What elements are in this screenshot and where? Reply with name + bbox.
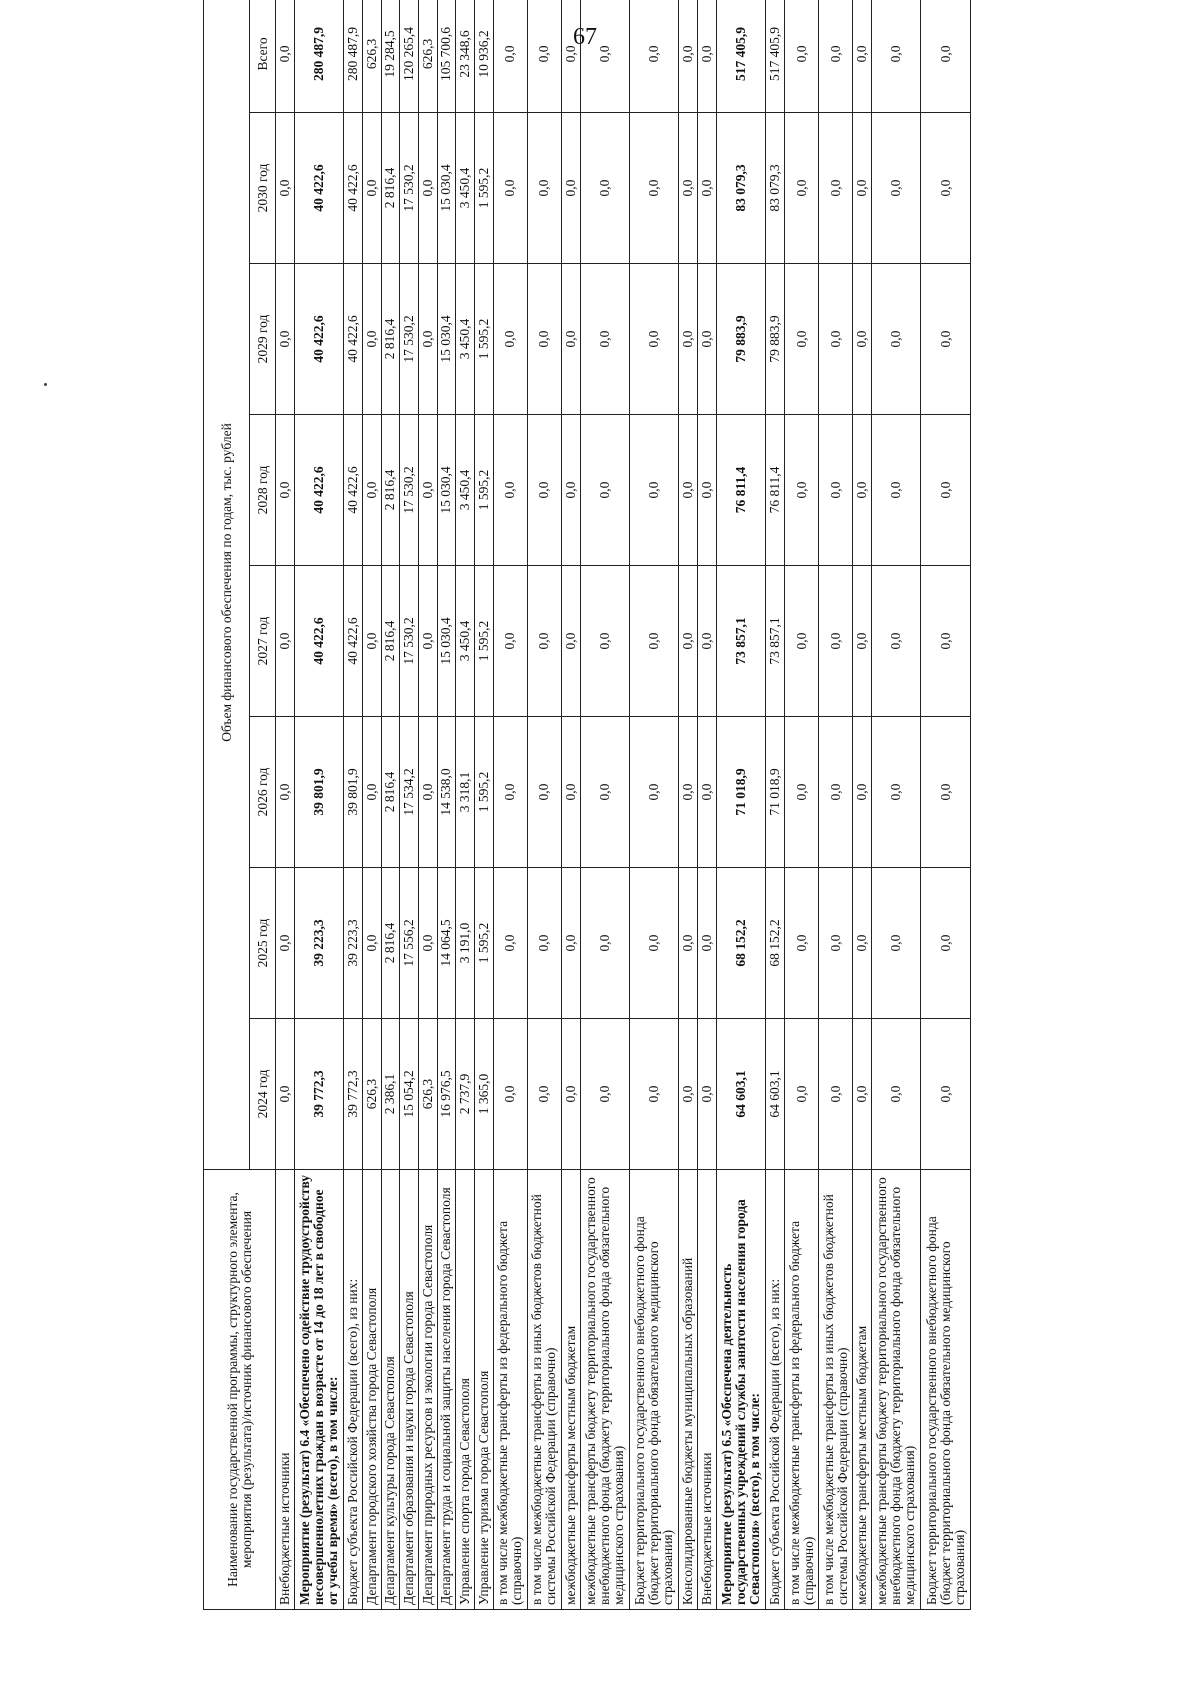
year-header: 2028 год xyxy=(250,415,276,566)
year-value-cell: 0,0 xyxy=(276,415,295,566)
total-cell: 517 405,9 xyxy=(766,0,785,113)
row-label: Бюджет субъекта Российской Федерации (всего), из них: xyxy=(344,1170,363,1610)
year-value-cell: 76 811,4 xyxy=(766,415,785,566)
year-value-cell: 0,0 xyxy=(679,566,698,717)
year-value-cell: 40 422,6 xyxy=(294,264,343,415)
year-value-cell: 3 450,4 xyxy=(456,415,475,566)
year-value-cell: 0,0 xyxy=(276,1019,295,1170)
year-value-cell: 40 422,6 xyxy=(294,566,343,717)
year-value-cell: 0,0 xyxy=(418,868,437,1019)
year-value-cell: 83 079,3 xyxy=(766,113,785,264)
year-value-cell: 2 816,4 xyxy=(381,113,400,264)
year-value-cell: 0,0 xyxy=(630,566,679,717)
year-value-cell: 0,0 xyxy=(871,566,920,717)
year-header: 2026 год xyxy=(250,717,276,868)
table-row xyxy=(294,0,343,1610)
year-value-cell: 0,0 xyxy=(871,415,920,566)
total-cell: 517 405,9 xyxy=(716,0,765,113)
year-header: 2025 год xyxy=(250,868,276,1019)
year-value-cell: 0,0 xyxy=(493,113,527,264)
row-label: Бюджет субъекта Российской Федерации (всего), из них: xyxy=(766,1170,785,1610)
year-value-cell: 0,0 xyxy=(493,264,527,415)
year-value-cell: 0,0 xyxy=(785,415,819,566)
year-value-cell: 15 030,4 xyxy=(437,113,456,264)
year-value-cell: 64 603,1 xyxy=(766,1019,785,1170)
year-value-cell: 0,0 xyxy=(871,1019,920,1170)
year-value-cell: 0,0 xyxy=(921,1019,971,1170)
table-row xyxy=(630,0,679,1610)
year-value-cell: 0,0 xyxy=(493,868,527,1019)
year-value-cell: 39 772,3 xyxy=(294,1019,343,1170)
year-value-cell: 15 030,4 xyxy=(437,264,456,415)
year-value-cell: 1 595,2 xyxy=(474,415,493,566)
table-row xyxy=(561,0,580,1610)
table-row xyxy=(921,0,971,1610)
page-number: 67 xyxy=(573,24,597,50)
year-value-cell: 0,0 xyxy=(679,868,698,1019)
year-value-cell: 0,0 xyxy=(819,868,853,1019)
year-value-cell: 79 883,9 xyxy=(766,264,785,415)
year-value-cell: 1 595,2 xyxy=(474,264,493,415)
year-value-cell: 0,0 xyxy=(819,113,853,264)
year-value-cell: 39 223,3 xyxy=(344,868,363,1019)
table-row xyxy=(437,0,456,1610)
year-value-cell: 40 422,6 xyxy=(344,264,363,415)
year-value-cell: 0,0 xyxy=(362,717,381,868)
year-value-cell: 0,0 xyxy=(418,566,437,717)
year-value-cell: 15 054,2 xyxy=(400,1019,419,1170)
total-cell: 0,0 xyxy=(561,0,580,113)
year-value-cell: 40 422,6 xyxy=(294,113,343,264)
row-label: Департамент природных ресурсов и экологии города Севастополя xyxy=(418,1170,437,1610)
year-header: 2027 год xyxy=(250,566,276,717)
total-cell: 280 487,9 xyxy=(294,0,343,113)
total-cell: 626,3 xyxy=(362,0,381,113)
year-value-cell: 0,0 xyxy=(493,415,527,566)
year-value-cell: 0,0 xyxy=(493,1019,527,1170)
year-value-cell: 16 976,5 xyxy=(437,1019,456,1170)
table-row xyxy=(785,0,819,1610)
year-value-cell: 0,0 xyxy=(921,717,971,868)
year-value-cell: 0,0 xyxy=(580,868,629,1019)
year-value-cell: 0,0 xyxy=(819,1019,853,1170)
year-value-cell: 0,0 xyxy=(362,415,381,566)
year-value-cell: 0,0 xyxy=(276,868,295,1019)
year-value-cell: 0,0 xyxy=(819,566,853,717)
year-value-cell: 39 801,9 xyxy=(344,717,363,868)
year-value-cell: 64 603,1 xyxy=(716,1019,765,1170)
table-row xyxy=(381,0,400,1610)
row-label: Департамент культуры города Севастополя xyxy=(381,1170,400,1610)
year-value-cell: 0,0 xyxy=(276,717,295,868)
year-value-cell: 0,0 xyxy=(630,264,679,415)
row-label: Внебюджетные источники xyxy=(276,1170,295,1610)
year-value-cell: 0,0 xyxy=(580,415,629,566)
year-value-cell: 626,3 xyxy=(418,1019,437,1170)
year-value-cell: 0,0 xyxy=(493,566,527,717)
row-label: Департамент образования и науки города Севастополя xyxy=(400,1170,419,1610)
row-label: Бюджет территориального государственного внебюджетного фонда (бюджет территориального фонда обязательного медицинского страхования) xyxy=(921,1170,971,1610)
table-row xyxy=(580,0,629,1610)
year-value-cell: 3 450,4 xyxy=(456,113,475,264)
year-value-cell: 17 530,2 xyxy=(400,566,419,717)
table-row xyxy=(527,0,561,1610)
year-value-cell: 0,0 xyxy=(561,1019,580,1170)
year-value-cell: 0,0 xyxy=(921,415,971,566)
year-value-cell: 0,0 xyxy=(698,113,717,264)
year-value-cell: 0,0 xyxy=(921,868,971,1019)
row-label: межбюджетные трансферты бюджету территориального государственного внебюджетного фонда (бюджету территориального фонда обязательного медицинского страхования) xyxy=(871,1170,920,1610)
year-value-cell: 1 595,2 xyxy=(474,113,493,264)
year-value-cell: 0,0 xyxy=(527,868,561,1019)
year-value-cell: 40 422,6 xyxy=(344,566,363,717)
year-value-cell: 0,0 xyxy=(580,1019,629,1170)
year-header: 2030 год xyxy=(250,113,276,264)
total-cell: 0,0 xyxy=(871,0,920,113)
year-value-cell: 73 857,1 xyxy=(716,566,765,717)
year-value-cell: 3 450,4 xyxy=(456,264,475,415)
year-value-cell: 0,0 xyxy=(679,717,698,868)
table-row xyxy=(456,0,475,1610)
total-cell: 280 487,9 xyxy=(344,0,363,113)
total-header: Всего xyxy=(250,0,276,113)
year-value-cell: 0,0 xyxy=(679,1019,698,1170)
table-row xyxy=(716,0,765,1610)
year-value-cell: 0,0 xyxy=(362,868,381,1019)
scan-speck xyxy=(44,383,47,386)
year-value-cell: 0,0 xyxy=(921,113,971,264)
row-label: в том числе межбюджетные трансферты из иных бюджетов бюджетной системы Российской Федерации (справочно) xyxy=(527,1170,561,1610)
total-cell: 0,0 xyxy=(819,0,853,113)
year-value-cell: 0,0 xyxy=(527,415,561,566)
year-value-cell: 0,0 xyxy=(276,264,295,415)
year-value-cell: 0,0 xyxy=(871,113,920,264)
year-value-cell: 71 018,9 xyxy=(716,717,765,868)
year-value-cell: 0,0 xyxy=(418,717,437,868)
total-cell: 0,0 xyxy=(698,0,717,113)
year-value-cell: 0,0 xyxy=(630,717,679,868)
year-value-cell: 0,0 xyxy=(493,717,527,868)
table-row xyxy=(362,0,381,1610)
row-label: в том числе межбюджетные трансферты из иных бюджетов бюджетной системы Российской Федерации (справочно) xyxy=(819,1170,853,1610)
total-cell: 23 348,6 xyxy=(456,0,475,113)
year-value-cell: 0,0 xyxy=(698,868,717,1019)
year-value-cell: 71 018,9 xyxy=(766,717,785,868)
year-value-cell: 68 152,2 xyxy=(716,868,765,1019)
year-value-cell: 0,0 xyxy=(698,566,717,717)
year-value-cell: 79 883,9 xyxy=(716,264,765,415)
table-row xyxy=(418,0,437,1610)
year-value-cell: 0,0 xyxy=(580,264,629,415)
table-row xyxy=(474,0,493,1610)
year-value-cell: 0,0 xyxy=(527,566,561,717)
row-label: межбюджетные трансферты местным бюджетам xyxy=(561,1170,580,1610)
total-cell: 0,0 xyxy=(853,0,872,113)
year-value-cell: 1 365,0 xyxy=(474,1019,493,1170)
row-label: в том числе межбюджетные трансферты из федерального бюджета (справочно) xyxy=(785,1170,819,1610)
year-value-cell: 0,0 xyxy=(561,717,580,868)
funding-group-header: Объем финансового обеспечения по годам, тыс. рублей xyxy=(204,0,250,1170)
year-value-cell: 3 191,0 xyxy=(456,868,475,1019)
table-row xyxy=(679,0,698,1610)
year-value-cell: 0,0 xyxy=(418,113,437,264)
year-value-cell: 40 422,6 xyxy=(344,415,363,566)
year-value-cell: 14 064,5 xyxy=(437,868,456,1019)
row-label: Департамент труда и социальной защиты населения города Севастополя xyxy=(437,1170,456,1610)
year-value-cell: 0,0 xyxy=(853,717,872,868)
row-label: Управление спорта города Севастополя xyxy=(456,1170,475,1610)
year-value-cell: 2 816,4 xyxy=(381,566,400,717)
year-value-cell: 0,0 xyxy=(819,717,853,868)
year-value-cell: 0,0 xyxy=(785,868,819,1019)
year-value-cell: 83 079,3 xyxy=(716,113,765,264)
total-cell: 0,0 xyxy=(921,0,971,113)
year-value-cell: 0,0 xyxy=(921,264,971,415)
year-value-cell: 626,3 xyxy=(362,1019,381,1170)
year-value-cell: 40 422,6 xyxy=(294,415,343,566)
table-row xyxy=(853,0,872,1610)
year-value-cell: 0,0 xyxy=(561,415,580,566)
table-row xyxy=(493,0,527,1610)
total-cell: 120 265,4 xyxy=(400,0,419,113)
table-row xyxy=(766,0,785,1610)
year-value-cell: 0,0 xyxy=(853,264,872,415)
year-value-cell: 0,0 xyxy=(630,415,679,566)
year-value-cell: 17 530,2 xyxy=(400,264,419,415)
year-value-cell: 0,0 xyxy=(819,264,853,415)
year-value-cell: 3 450,4 xyxy=(456,566,475,717)
table-row xyxy=(698,0,717,1610)
year-value-cell: 0,0 xyxy=(698,1019,717,1170)
year-value-cell: 0,0 xyxy=(527,113,561,264)
row-label: Департамент городского хозяйства города Севастополя xyxy=(362,1170,381,1610)
row-label: в том числе межбюджетные трансферты из федерального бюджета (справочно) xyxy=(493,1170,527,1610)
table-row xyxy=(400,0,419,1610)
year-value-cell: 0,0 xyxy=(362,264,381,415)
year-value-cell: 17 530,2 xyxy=(400,113,419,264)
year-value-cell: 3 318,1 xyxy=(456,717,475,868)
year-value-cell: 14 538,0 xyxy=(437,717,456,868)
total-cell: 0,0 xyxy=(493,0,527,113)
year-value-cell: 0,0 xyxy=(561,113,580,264)
total-cell: 626,3 xyxy=(418,0,437,113)
total-cell: 19 284,5 xyxy=(381,0,400,113)
year-value-cell: 76 811,4 xyxy=(716,415,765,566)
year-value-cell: 0,0 xyxy=(527,717,561,868)
row-label: межбюджетные трансферты местным бюджетам xyxy=(853,1170,872,1610)
year-value-cell: 2 816,4 xyxy=(381,717,400,868)
total-cell: 0,0 xyxy=(580,0,629,113)
year-value-cell: 39 801,9 xyxy=(294,717,343,868)
year-value-cell: 0,0 xyxy=(630,113,679,264)
year-value-cell: 0,0 xyxy=(630,868,679,1019)
year-value-cell: 0,0 xyxy=(785,113,819,264)
year-value-cell: 0,0 xyxy=(276,566,295,717)
year-value-cell: 0,0 xyxy=(853,1019,872,1170)
year-value-cell: 0,0 xyxy=(853,566,872,717)
year-value-cell: 0,0 xyxy=(853,113,872,264)
total-cell: 0,0 xyxy=(679,0,698,113)
row-label: Управление туризма города Севастополя xyxy=(474,1170,493,1610)
year-value-cell: 0,0 xyxy=(871,868,920,1019)
year-value-cell: 0,0 xyxy=(785,264,819,415)
year-value-cell: 0,0 xyxy=(785,717,819,868)
year-value-cell: 0,0 xyxy=(871,264,920,415)
year-value-cell: 0,0 xyxy=(819,415,853,566)
table-row xyxy=(819,0,853,1610)
year-value-cell: 2 816,4 xyxy=(381,264,400,415)
row-label: Внебюджетные источники xyxy=(698,1170,717,1610)
year-value-cell: 0,0 xyxy=(698,415,717,566)
year-value-cell: 0,0 xyxy=(580,717,629,868)
year-value-cell: 68 152,2 xyxy=(766,868,785,1019)
total-cell: 105 700,6 xyxy=(437,0,456,113)
year-value-cell: 39 223,3 xyxy=(294,868,343,1019)
year-value-cell: 0,0 xyxy=(561,264,580,415)
total-cell: 0,0 xyxy=(527,0,561,113)
year-value-cell: 1 595,2 xyxy=(474,868,493,1019)
total-cell: 0,0 xyxy=(630,0,679,113)
total-cell: 0,0 xyxy=(785,0,819,113)
year-value-cell: 17 530,2 xyxy=(400,415,419,566)
row-label: межбюджетные трансферты бюджету территориального государственного внебюджетного фонда (бюджету территориального фонда обязательного медицинского страхования) xyxy=(580,1170,629,1610)
year-value-cell: 15 030,4 xyxy=(437,415,456,566)
year-value-cell: 0,0 xyxy=(630,1019,679,1170)
year-value-cell: 0,0 xyxy=(418,264,437,415)
year-value-cell: 2 737,9 xyxy=(456,1019,475,1170)
year-value-cell: 0,0 xyxy=(527,264,561,415)
name-column-header: Наименование государственной программы, структурного элемента, мероприятия (результата)/источник финансового обеспечения xyxy=(204,1170,276,1610)
year-value-cell: 0,0 xyxy=(580,566,629,717)
year-value-cell: 39 772,3 xyxy=(344,1019,363,1170)
year-value-cell: 2 816,4 xyxy=(381,868,400,1019)
year-value-cell: 0,0 xyxy=(679,264,698,415)
year-value-cell: 0,0 xyxy=(418,415,437,566)
total-cell: 0,0 xyxy=(276,0,295,113)
year-value-cell: 0,0 xyxy=(698,717,717,868)
year-value-cell: 0,0 xyxy=(679,113,698,264)
year-value-cell: 0,0 xyxy=(276,113,295,264)
row-label: Бюджет территориального государственного внебюджетного фонда (бюджет территориального фонда обязательного медицинского страхования) xyxy=(630,1170,679,1610)
year-value-cell: 17 556,2 xyxy=(400,868,419,1019)
year-value-cell: 0,0 xyxy=(698,264,717,415)
year-value-cell: 0,0 xyxy=(853,868,872,1019)
row-label: Консолидированные бюджеты муниципальных образований xyxy=(679,1170,698,1610)
year-value-cell: 0,0 xyxy=(362,566,381,717)
row-label: Мероприятие (результат) 6.4 «Обеспечено содействие трудоустройству несовершеннолетних граждан в возрасте от 14 до 18 лет в свободное от учебы время» (всего), в том числе: xyxy=(294,1170,343,1610)
year-header: 2029 год xyxy=(250,264,276,415)
total-cell: 10 936,2 xyxy=(474,0,493,113)
year-value-cell: 0,0 xyxy=(561,566,580,717)
year-value-cell: 2 816,4 xyxy=(381,415,400,566)
year-value-cell: 0,0 xyxy=(679,415,698,566)
year-value-cell: 17 534,2 xyxy=(400,717,419,868)
row-label: Мероприятие (результат) 6.5 «Обеспечена деятельность государственных учреждений службы занятости населения города Севастополя» (всего), в том числе: xyxy=(716,1170,765,1610)
table-row xyxy=(871,0,920,1610)
year-value-cell: 1 595,2 xyxy=(474,717,493,868)
year-value-cell: 2 386,1 xyxy=(381,1019,400,1170)
year-value-cell: 73 857,1 xyxy=(766,566,785,717)
year-value-cell: 40 422,6 xyxy=(344,113,363,264)
finance-table xyxy=(203,0,971,1610)
table-body xyxy=(276,0,971,1610)
table-row xyxy=(344,0,363,1610)
year-value-cell: 0,0 xyxy=(362,113,381,264)
year-value-cell: 0,0 xyxy=(785,566,819,717)
year-value-cell: 0,0 xyxy=(853,415,872,566)
year-value-cell: 0,0 xyxy=(785,1019,819,1170)
year-value-cell: 1 595,2 xyxy=(474,566,493,717)
year-value-cell: 0,0 xyxy=(580,113,629,264)
year-value-cell: 0,0 xyxy=(921,566,971,717)
year-header: 2024 год xyxy=(250,1019,276,1170)
table-row xyxy=(276,0,295,1610)
year-value-cell: 0,0 xyxy=(561,868,580,1019)
year-value-cell: 0,0 xyxy=(871,717,920,868)
year-value-cell: 0,0 xyxy=(527,1019,561,1170)
year-value-cell: 15 030,4 xyxy=(437,566,456,717)
